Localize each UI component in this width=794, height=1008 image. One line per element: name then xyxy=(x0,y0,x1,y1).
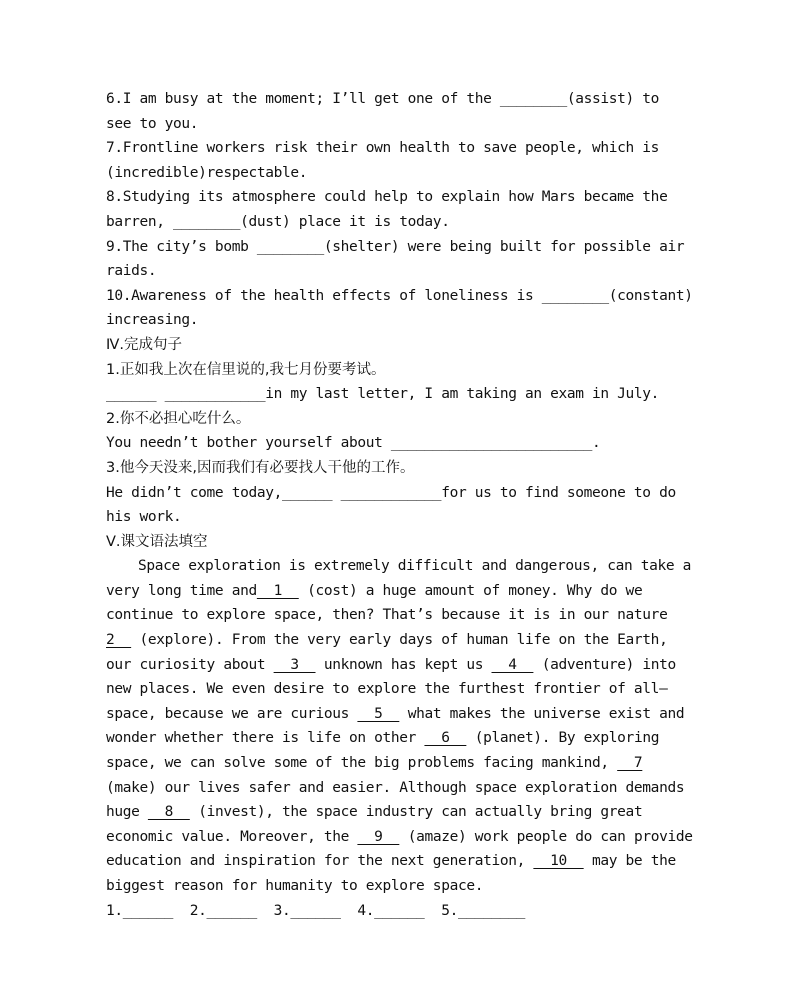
passage-line xyxy=(106,800,688,825)
passage-text: huge xyxy=(106,804,148,821)
item-8-line1: 8.Studying its atmosphere could help to explain how Mars became the xyxy=(106,189,668,206)
passage-blank: 9 xyxy=(357,828,400,845)
item-9-line1: 9.The city’s bomb ________(shelter) were being built for possible air xyxy=(106,238,685,255)
item-9-line2: raids. xyxy=(106,263,157,280)
passage-blank: 1 xyxy=(256,582,299,599)
passage-line xyxy=(106,554,692,579)
passage-line xyxy=(106,751,688,776)
passage-text: may be the xyxy=(583,853,676,870)
passage-line xyxy=(106,702,688,727)
item-9 xyxy=(106,235,688,284)
passage-blank: 10 xyxy=(533,853,584,870)
passage-text: space, we can solve some of the big problems facing mankind, xyxy=(106,755,618,772)
passage-blank: 7 xyxy=(617,755,643,772)
passage-text: Space exploration is extremely difficult and dangerous, can take a xyxy=(138,558,692,575)
cloze-passage xyxy=(106,554,693,898)
passage-line xyxy=(106,825,693,850)
passage-line xyxy=(106,579,688,604)
section4-heading: Ⅳ.完成句子 xyxy=(106,336,182,353)
s4-item1-chinese: 1.正如我上次在信里说的,我七月份要考试。 xyxy=(106,361,386,378)
item-7-line2: (incredible)respectable. xyxy=(106,164,308,181)
passage-blank: 2 xyxy=(106,632,132,649)
section4 xyxy=(106,333,688,530)
passage-line xyxy=(106,677,688,702)
s4-item2-english: You needn’t bother yourself about ________________________. xyxy=(106,435,601,452)
passage-text: new places. We even desire to explore the furthest frontier of all— xyxy=(106,681,668,698)
passage-blank: 3 xyxy=(273,656,316,673)
passage-text: wonder whether there is life on other xyxy=(106,730,425,747)
passage-text: (explore). From the very early days of human life on the Earth, xyxy=(131,632,668,649)
passage-blank: 4 xyxy=(491,656,534,673)
passage-line xyxy=(106,776,688,801)
item-10-line2: increasing. xyxy=(106,312,199,329)
section5-heading: Ⅴ.课文语法填空 xyxy=(106,533,208,550)
item-10 xyxy=(106,284,693,333)
item-8 xyxy=(106,185,688,234)
passage-line xyxy=(106,603,688,628)
s4-item3-english-cont: his work. xyxy=(106,509,182,526)
passage-line xyxy=(106,653,688,678)
item-7 xyxy=(106,136,688,185)
s4-item2-chinese: 2.你不必担心吃什么。 xyxy=(106,410,251,427)
item-8-line2: barren, ________(dust) place it is today. xyxy=(106,213,450,230)
passage-text: economic value. Moreover, the xyxy=(106,828,358,845)
s4-item3-english: He didn’t come today,______ ____________for us to find someone to do xyxy=(106,484,676,501)
passage-text: (make) our lives safer and easier. Although space exploration demands xyxy=(106,779,685,796)
passage-text: (adventure) into xyxy=(533,656,676,673)
item-7-line1: 7.Frontline workers risk their own health to save people, which is xyxy=(106,140,660,157)
passage-line xyxy=(106,726,688,751)
s4-item3-chinese: 3.他今天没来,因而我们有必要找人干他的工作。 xyxy=(106,459,415,476)
worksheet-page xyxy=(106,87,693,923)
s4-item1-english: ______ ____________in my last letter, I am taking an exam in July. xyxy=(106,386,660,403)
item-6-line1: 6.I am busy at the moment; I’ll get one of the ________(assist) to xyxy=(106,91,660,107)
passage-text: what makes the universe exist and xyxy=(399,705,685,722)
passage-line xyxy=(106,849,688,874)
passage-text: very long time and xyxy=(106,582,257,599)
passage-blank: 6 xyxy=(424,730,467,747)
item-10-line1: 10.Awareness of the health effects of loneliness is ________(constant) xyxy=(106,287,693,304)
item-6-line2: see to you. xyxy=(106,115,199,132)
passage-text: continue to explore space, then? That’s because it is in our nature xyxy=(106,607,668,624)
passage-text: (invest), the space industry can actually bring great xyxy=(189,804,643,821)
section3-items xyxy=(106,87,693,333)
section5 xyxy=(106,530,693,924)
passage-text: (cost) a huge amount of money. Why do we xyxy=(298,582,643,599)
passage-line xyxy=(106,628,688,653)
passage-text: (amaze) work people do can provide xyxy=(399,828,693,845)
item-6 xyxy=(106,87,688,136)
passage-text: space, because we are curious xyxy=(106,705,358,722)
passage-line xyxy=(106,874,688,899)
passage-text: our curiosity about xyxy=(106,656,274,673)
passage-text: (planet). By exploring xyxy=(466,730,660,747)
passage-text: unknown has kept us xyxy=(315,656,492,673)
passage-text: education and inspiration for the next generation, xyxy=(106,853,534,870)
passage-blank: 5 xyxy=(357,705,400,722)
answer-line: 1.______ 2.______ 3.______ 4.______ 5.________ xyxy=(106,902,525,919)
passage-blank: 8 xyxy=(147,804,190,821)
passage-text: biggest reason for humanity to explore space. xyxy=(106,878,484,894)
